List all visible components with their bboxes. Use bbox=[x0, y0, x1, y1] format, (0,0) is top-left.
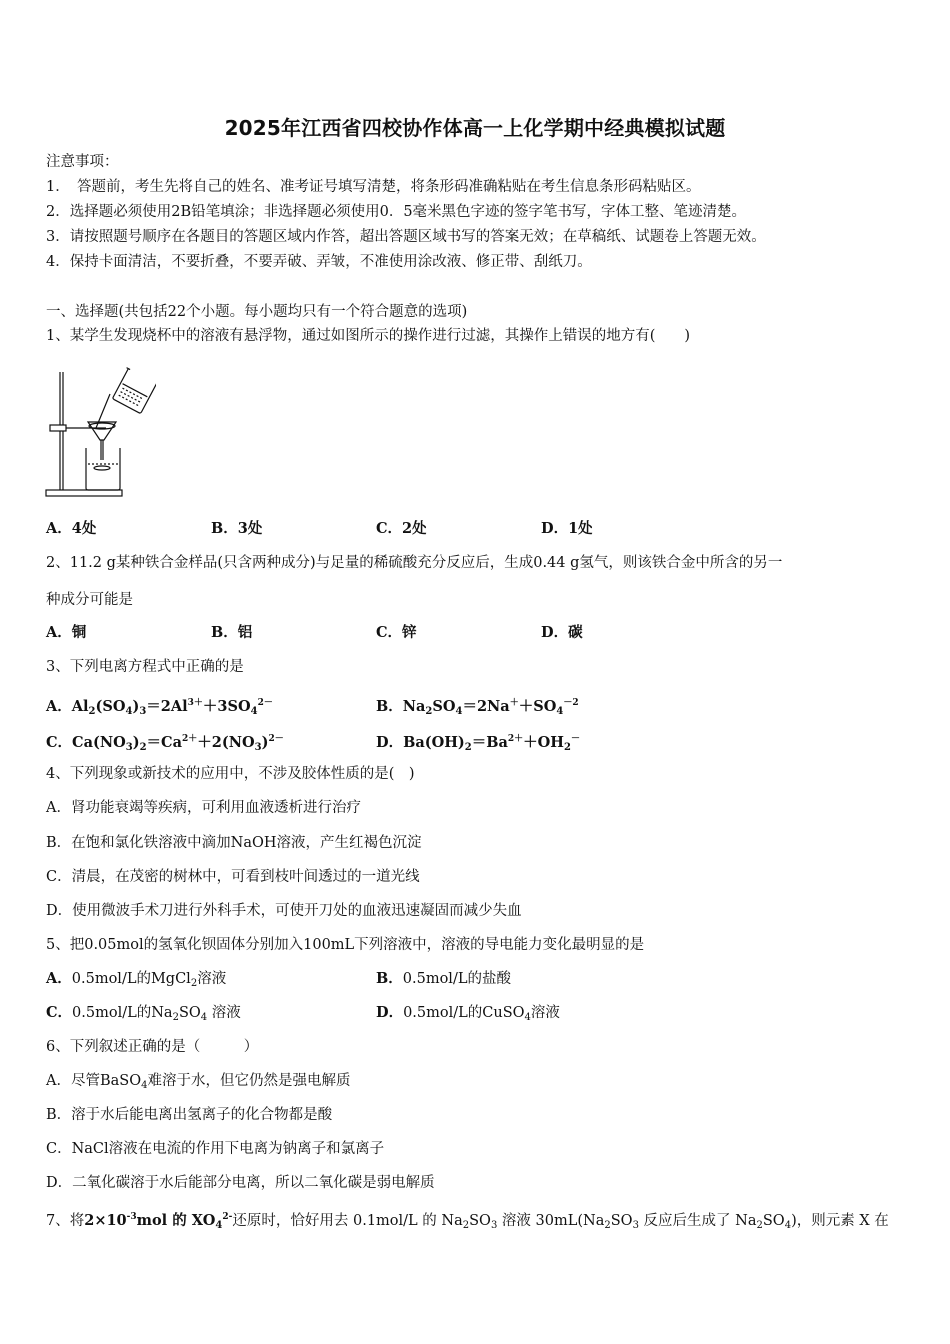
option-c: C．$Ca(NO_3)_2=Ca^{2+}+2(NO_3)^{2-}$ bbox=[46, 734, 284, 753]
question-4-stem: 4、下列现象或新技术的应用中，不涉及胶体性质的是( ) bbox=[46, 766, 415, 782]
option-c: C．锌 bbox=[376, 624, 417, 641]
option-d: D．碳 bbox=[541, 624, 583, 641]
question-2-stem: 2、11.2 g某种铁合金样品(只含两种成分)与足量的稀硫酸充分反应后，生成0.44 g氢气，则该铁合金中所含的另一 bbox=[46, 555, 783, 571]
option-b: B．3处 bbox=[211, 520, 263, 537]
option-c: C．清晨，在茂密的树林中，可看到枝叶间透过的一道光线 bbox=[46, 869, 420, 885]
option-d: D．0.5mol/L的CuSO$_4$溶液 bbox=[376, 1004, 560, 1023]
option-d: D．使用微波手术刀进行外科手术，可使开刀处的血液迅速凝固而减少失血 bbox=[46, 903, 522, 919]
note-item: 1． 答题前，考生先将自己的姓名、准考证号填写清楚，将条形码准确粘贴在考生信息条形码粘贴区。 bbox=[46, 179, 701, 195]
question-7-stem: 7、将$2\times 10^{-3}mol$ 的 $XO_4^{2-}$还原时，恰好用去 0.1mol/L 的 $Na_2SO_3$ 溶液 $30mL(Na_2SO_3$ 反应后生成了 $Na_2SO_4$)，则元素 X 在 bbox=[46, 1212, 889, 1231]
note-item: 3．请按照题号顺序在各题目的答题区域内作答，超出答题区域书写的答案无效；在草稿纸、试题卷上答题无效。 bbox=[46, 229, 766, 245]
option-d: D．1处 bbox=[541, 520, 593, 537]
option-a: A．铜 bbox=[46, 624, 87, 641]
question-3-stem: 3、下列电离方程式中正确的是 bbox=[46, 659, 244, 675]
option-c: C．0.5mol/L的$Na_2SO_4$ 溶液 bbox=[46, 1004, 241, 1023]
question-6-stem: 6、下列叙述正确的是（ ） bbox=[46, 1039, 259, 1055]
option-d: D．$Ba(OH)_2=Ba^{2+}+OH_2^-$ bbox=[376, 734, 580, 753]
note-item: 4．保持卡面清洁，不要折叠，不要弄破、弄皱，不准使用涂改液、修正带、刮纸刀。 bbox=[46, 254, 592, 270]
option-a: A．4处 bbox=[46, 520, 97, 537]
page-title: 2025年江西省四校协作体高一上化学期中经典模拟试题 bbox=[224, 116, 726, 140]
filtration-apparatus-icon bbox=[44, 364, 156, 500]
option-b: B．溶于水后能电离出氢离子的化合物都是酸 bbox=[46, 1107, 333, 1123]
notes-heading: 注意事项： bbox=[46, 154, 119, 170]
question-5-stem: 5、把0.05mol的氢氧化钡固体分别加入100mL下列溶液中，溶液的导电能力变化最明显的是 bbox=[46, 937, 645, 953]
option-b: B．铝 bbox=[211, 624, 253, 641]
note-item: 2．选择题必须使用2B铅笔填涂；非选择题必须使用0．5毫米黑色字迹的签字笔书写，字体工整、笔迹清楚。 bbox=[46, 204, 747, 220]
question-2-stem-cont: 种成分可能是 bbox=[46, 592, 133, 608]
option-c: C．NaCl溶液在电流的作用下电离为钠离子和氯离子 bbox=[46, 1141, 385, 1157]
option-c: C．2处 bbox=[376, 520, 427, 537]
section-heading: 一、选择题(共包括22个小题。每小题均只有一个符合题意的选项) bbox=[46, 304, 468, 320]
option-b: B．$Na_2SO_4=2Na^++SO_4^{-2}$ bbox=[376, 698, 579, 717]
option-a: A．0.5mol/L的MgCl$_2$溶液 bbox=[46, 970, 227, 989]
option-b: B．在饱和氯化铁溶液中滴加NaOH溶液，产生红褐色沉淀 bbox=[46, 835, 422, 851]
option-a: A．$Al_2(SO_4)_3=2Al^{3+}+3SO_4^{2-}$ bbox=[46, 698, 273, 717]
option-a: A．肾功能衰竭等疾病，可利用血液透析进行治疗 bbox=[46, 800, 361, 816]
question-1-stem: 1、某学生发现烧杯中的溶液有悬浮物，通过如图所示的操作进行过滤，其操作上错误的地方有( ) bbox=[46, 328, 691, 344]
option-a: A．尽管BaSO$_4$难溶于水，但它仍然是强电解质 bbox=[46, 1073, 351, 1091]
option-b: B．0.5mol/L的盐酸 bbox=[376, 970, 511, 987]
option-d: D．二氧化碳溶于水后能部分电离，所以二氧化碳是弱电解质 bbox=[46, 1175, 435, 1191]
